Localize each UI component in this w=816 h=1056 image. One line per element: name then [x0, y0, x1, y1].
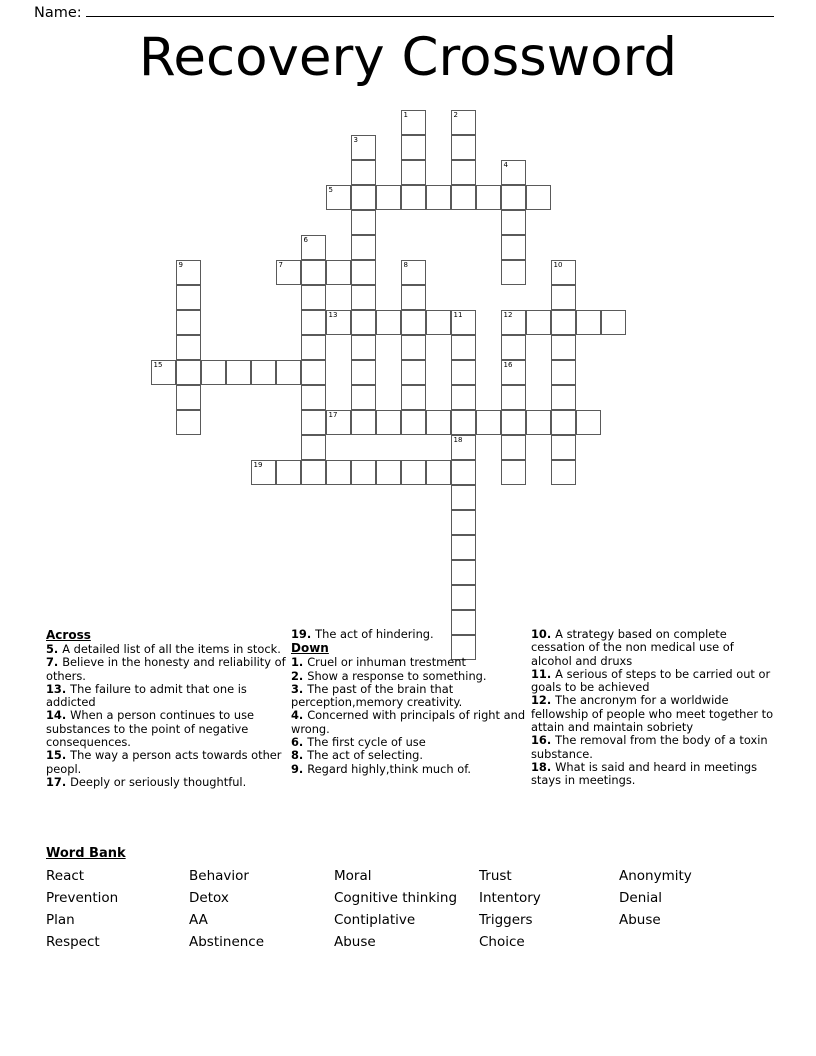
clue-number: 17. [46, 774, 71, 789]
grid-cell[interactable] [451, 110, 476, 135]
clue-text: The ancronym for a worldwide fellowship of people who meet together to attain and maintain sobriety [531, 693, 774, 735]
word-bank-item[interactable]: Abuse [619, 912, 661, 928]
grid-cell[interactable] [401, 185, 426, 210]
grid-cell[interactable] [276, 460, 301, 485]
clue-column-2 [291, 628, 531, 776]
clue-number: 9. [291, 761, 308, 776]
clue-text: The first cycle of use [307, 735, 426, 750]
clue-number: 1. [291, 655, 308, 670]
grid-cell-number: 13 [328, 311, 338, 319]
grid-cell[interactable] [551, 285, 576, 310]
grid-cell[interactable] [351, 385, 376, 410]
grid-cell[interactable] [351, 235, 376, 260]
clue-item [46, 656, 291, 683]
grid-cell[interactable] [451, 135, 476, 160]
grid-cell-number: 10 [553, 261, 563, 269]
grid-cell[interactable] [526, 310, 551, 335]
grid-cell[interactable] [301, 285, 326, 310]
clue-text: What is said and heard in meetings stays in meetings. [531, 759, 758, 788]
grid-cell[interactable] [401, 285, 426, 310]
clue-text: Cruel or inhuman trestment [307, 655, 466, 670]
grid-cell[interactable] [351, 135, 376, 160]
grid-cell[interactable] [451, 485, 476, 510]
clue-item [291, 709, 531, 736]
grid-cell[interactable] [376, 185, 401, 210]
word-bank-item[interactable]: Respect [46, 934, 100, 950]
grid-cell[interactable] [176, 285, 201, 310]
clue-number: 10. [531, 627, 556, 641]
clue-item [531, 694, 776, 734]
clue-number: 12. [531, 693, 556, 708]
grid-cell[interactable] [351, 360, 376, 385]
grid-cell[interactable] [176, 335, 201, 360]
clue-text: Regard highly,think much of. [307, 761, 472, 776]
clue-text: The removal from the body of a toxin substance. [531, 733, 768, 761]
grid-cell[interactable] [451, 335, 476, 360]
clue-number: 7. [46, 655, 63, 670]
grid-cell[interactable] [176, 260, 201, 285]
grid-cell[interactable] [326, 410, 351, 435]
clue-text: A detailed list of all the items in stock. [62, 642, 281, 656]
clue-number: 3. [291, 681, 308, 696]
grid-cell-number: 9 [178, 261, 183, 269]
grid-cell[interactable] [401, 385, 426, 410]
clue-text: The past of the brain that perception,memory creativity. [291, 681, 463, 710]
grid-cell[interactable] [451, 435, 476, 460]
grid-cell-number: 1 [403, 111, 408, 119]
grid-cell-number: 3 [353, 136, 358, 144]
clue-item [531, 734, 776, 761]
grid-cell[interactable] [351, 335, 376, 360]
clue-number: 11. [531, 666, 556, 681]
clues-section [46, 628, 776, 789]
grid-cell[interactable] [526, 185, 551, 210]
clue-text: The act of selecting. [307, 748, 424, 763]
grid-cell[interactable] [426, 410, 451, 435]
clue-item [291, 683, 531, 710]
clue-item [46, 776, 291, 789]
grid-cell[interactable] [601, 310, 626, 335]
grid-cell[interactable] [401, 110, 426, 135]
grid-cell[interactable] [401, 460, 426, 485]
grid-cell[interactable] [551, 310, 576, 335]
name-label: Name: [34, 5, 82, 21]
grid-cell[interactable] [526, 410, 551, 435]
grid-cell[interactable] [301, 310, 326, 335]
grid-cell[interactable] [301, 385, 326, 410]
grid-cell[interactable] [551, 460, 576, 485]
grid-cell[interactable] [501, 235, 526, 260]
clue-number: 18. [531, 759, 556, 774]
grid-cell[interactable] [276, 260, 301, 285]
word-bank-item[interactable]: Prevention [46, 890, 119, 906]
grid-cell[interactable] [326, 310, 351, 335]
clue-item [291, 670, 531, 683]
grid-cell[interactable] [176, 310, 201, 335]
grid-cell-number: 11 [453, 311, 463, 319]
grid-cell-number: 7 [278, 261, 283, 269]
word-bank-item[interactable]: Choice [479, 934, 525, 950]
word-bank-item[interactable]: Trust [479, 868, 512, 884]
word-bank-item[interactable]: Abuse [334, 934, 376, 950]
grid-cell[interactable] [401, 135, 426, 160]
down-heading: Down [291, 641, 329, 656]
clue-number: 15. [46, 748, 71, 763]
grid-cell[interactable] [401, 360, 426, 385]
grid-cell[interactable] [351, 160, 376, 185]
grid-cell[interactable] [301, 360, 326, 385]
grid-cell-number: 2 [453, 111, 458, 119]
clue-number: 14. [46, 708, 71, 723]
clue-text: The act of hindering. [315, 627, 434, 641]
grid-cell[interactable] [501, 460, 526, 485]
clue-item [531, 761, 776, 788]
grid-cell[interactable] [401, 410, 426, 435]
clue-text: Show a response to something. [307, 668, 487, 683]
grid-cell[interactable] [501, 335, 526, 360]
grid-cell[interactable] [301, 460, 326, 485]
grid-cell-number: 4 [503, 161, 508, 169]
across-heading: Across [46, 628, 91, 642]
grid-cell[interactable] [176, 385, 201, 410]
grid-cell-number: 17 [328, 411, 338, 419]
grid-cell[interactable] [451, 535, 476, 560]
grid-cell[interactable] [426, 185, 451, 210]
grid-cell[interactable] [451, 560, 476, 585]
grid-cell[interactable] [501, 410, 526, 435]
clue-number: 2. [291, 668, 308, 683]
clue-text: A strategy based on complete cessation of the non medical use of alcohol and druxs [531, 627, 734, 668]
grid-cell-number: 19 [253, 461, 263, 469]
grid-cell[interactable] [401, 310, 426, 335]
page-title: Recovery Crossword [138, 27, 678, 88]
clue-item [46, 709, 291, 749]
grid-cell[interactable] [451, 185, 476, 210]
grid-cell-number: 16 [503, 361, 513, 369]
grid-cell[interactable] [551, 335, 576, 360]
clue-item [291, 736, 531, 749]
clue-number: 13. [46, 681, 71, 696]
word-bank-section [46, 845, 786, 951]
grid-cell[interactable] [351, 210, 376, 235]
clue-number: 5. [46, 642, 63, 656]
clue-number: 19. [291, 627, 316, 641]
clue-item [531, 628, 776, 668]
grid-cell[interactable] [326, 260, 351, 285]
grid-cell[interactable] [351, 460, 376, 485]
grid-cell[interactable] [451, 310, 476, 335]
grid-cell[interactable] [501, 360, 526, 385]
grid-cell-number: 12 [503, 311, 513, 319]
grid-cell[interactable] [451, 160, 476, 185]
grid-cell[interactable] [451, 585, 476, 610]
grid-cell[interactable] [501, 310, 526, 335]
word-bank-item[interactable]: Anonymity [619, 868, 692, 884]
word-bank-item[interactable]: Plan [46, 912, 75, 928]
grid-cell[interactable] [351, 260, 376, 285]
clue-text: The way a person acts towards other peopl. [46, 748, 282, 776]
clue-number: 8. [291, 748, 308, 763]
grid-cell[interactable] [301, 410, 326, 435]
word-bank-item[interactable]: Contiplative [334, 912, 416, 928]
grid-cell[interactable] [301, 260, 326, 285]
grid-cell[interactable] [501, 260, 526, 285]
grid-cell[interactable] [351, 410, 376, 435]
grid-cell[interactable] [451, 410, 476, 435]
grid-cell[interactable] [551, 410, 576, 435]
grid-cell[interactable] [576, 410, 601, 435]
grid-cell[interactable] [301, 435, 326, 460]
grid-cell[interactable] [401, 335, 426, 360]
grid-cell[interactable] [501, 210, 526, 235]
grid-cell[interactable] [451, 360, 476, 385]
clue-item [291, 656, 531, 669]
clue-text: A serious of steps to be carried out or goals to be achieved [531, 666, 771, 695]
grid-cell[interactable] [426, 310, 451, 335]
word-bank-item[interactable]: Detox [189, 890, 229, 906]
word-bank-item[interactable]: Abstinence [189, 934, 265, 950]
word-bank-item[interactable]: Moral [334, 868, 372, 884]
word-bank-item[interactable]: Triggers [479, 912, 533, 928]
grid-cell-number: 5 [328, 186, 333, 194]
grid-cell[interactable] [351, 310, 376, 335]
grid-cell[interactable] [326, 185, 351, 210]
grid-cell-number: 18 [453, 436, 463, 444]
grid-cell-number: 8 [403, 261, 408, 269]
grid-cell[interactable] [501, 435, 526, 460]
clue-column-3 [531, 628, 776, 788]
grid-cell[interactable] [251, 460, 276, 485]
word-bank-item[interactable]: Behavior [189, 868, 249, 884]
clue-item [46, 643, 291, 656]
grid-cell[interactable] [326, 460, 351, 485]
clue-item [46, 683, 291, 710]
grid-cell[interactable] [201, 360, 226, 385]
grid-cell[interactable] [251, 360, 276, 385]
clue-item [291, 628, 531, 641]
grid-cell-number: 6 [303, 236, 308, 244]
grid-cell[interactable] [551, 435, 576, 460]
grid-cell[interactable] [176, 360, 201, 385]
word-bank-item[interactable]: AA [189, 912, 208, 928]
grid-cell[interactable] [476, 185, 501, 210]
clue-item [291, 749, 531, 762]
word-bank-empty [619, 934, 779, 951]
clue-text: Believe in the honesty and reliability of others. [46, 655, 286, 683]
grid-cell[interactable] [276, 360, 301, 385]
clue-item [291, 763, 531, 776]
clue-text: Deeply or seriously thoughtful. [70, 774, 247, 789]
clue-column-1 [46, 628, 291, 789]
grid-cell[interactable] [451, 385, 476, 410]
clue-item [531, 668, 776, 695]
grid-cell[interactable] [426, 460, 451, 485]
grid-cell[interactable] [376, 310, 401, 335]
grid-cell[interactable] [301, 335, 326, 360]
grid-cell[interactable] [401, 160, 426, 185]
grid-cell[interactable] [501, 160, 526, 185]
grid-cell[interactable] [376, 410, 401, 435]
clue-item [46, 749, 291, 776]
word-bank-item[interactable]: React [46, 868, 85, 884]
word-bank-list [46, 868, 786, 951]
grid-cell[interactable] [176, 410, 201, 435]
clue-number: 6. [291, 735, 308, 750]
grid-cell[interactable] [351, 185, 376, 210]
word-bank-item[interactable]: Denial [619, 890, 663, 906]
grid-cell[interactable] [551, 385, 576, 410]
grid-cell[interactable] [151, 360, 176, 385]
grid-cell[interactable] [351, 285, 376, 310]
grid-cell[interactable] [451, 460, 476, 485]
clue-number: 4. [291, 708, 308, 723]
clue-text: The failure to admit that one is addicted [46, 681, 247, 710]
grid-cell[interactable] [301, 235, 326, 260]
word-bank-item[interactable]: Intentory [479, 890, 541, 906]
grid-cell[interactable] [551, 360, 576, 385]
grid-cell[interactable] [451, 510, 476, 535]
word-bank-item[interactable]: Cognitive thinking [334, 890, 458, 906]
grid-cell[interactable] [226, 360, 251, 385]
grid-cell[interactable] [551, 260, 576, 285]
clue-number: 16. [531, 733, 556, 748]
grid-cell[interactable] [376, 460, 401, 485]
clue-text: Concerned with principals of right and wrong. [291, 708, 526, 736]
grid-cell-number: 15 [153, 361, 163, 369]
grid-cell[interactable] [476, 410, 501, 435]
grid-cell[interactable] [401, 260, 426, 285]
grid-cell[interactable] [501, 385, 526, 410]
grid-cell[interactable] [501, 185, 526, 210]
clue-text: When a person continues to use substances to the point of negative consequences. [46, 708, 255, 750]
word-bank-title: Word Bank [46, 846, 126, 861]
grid-cell[interactable] [576, 310, 601, 335]
